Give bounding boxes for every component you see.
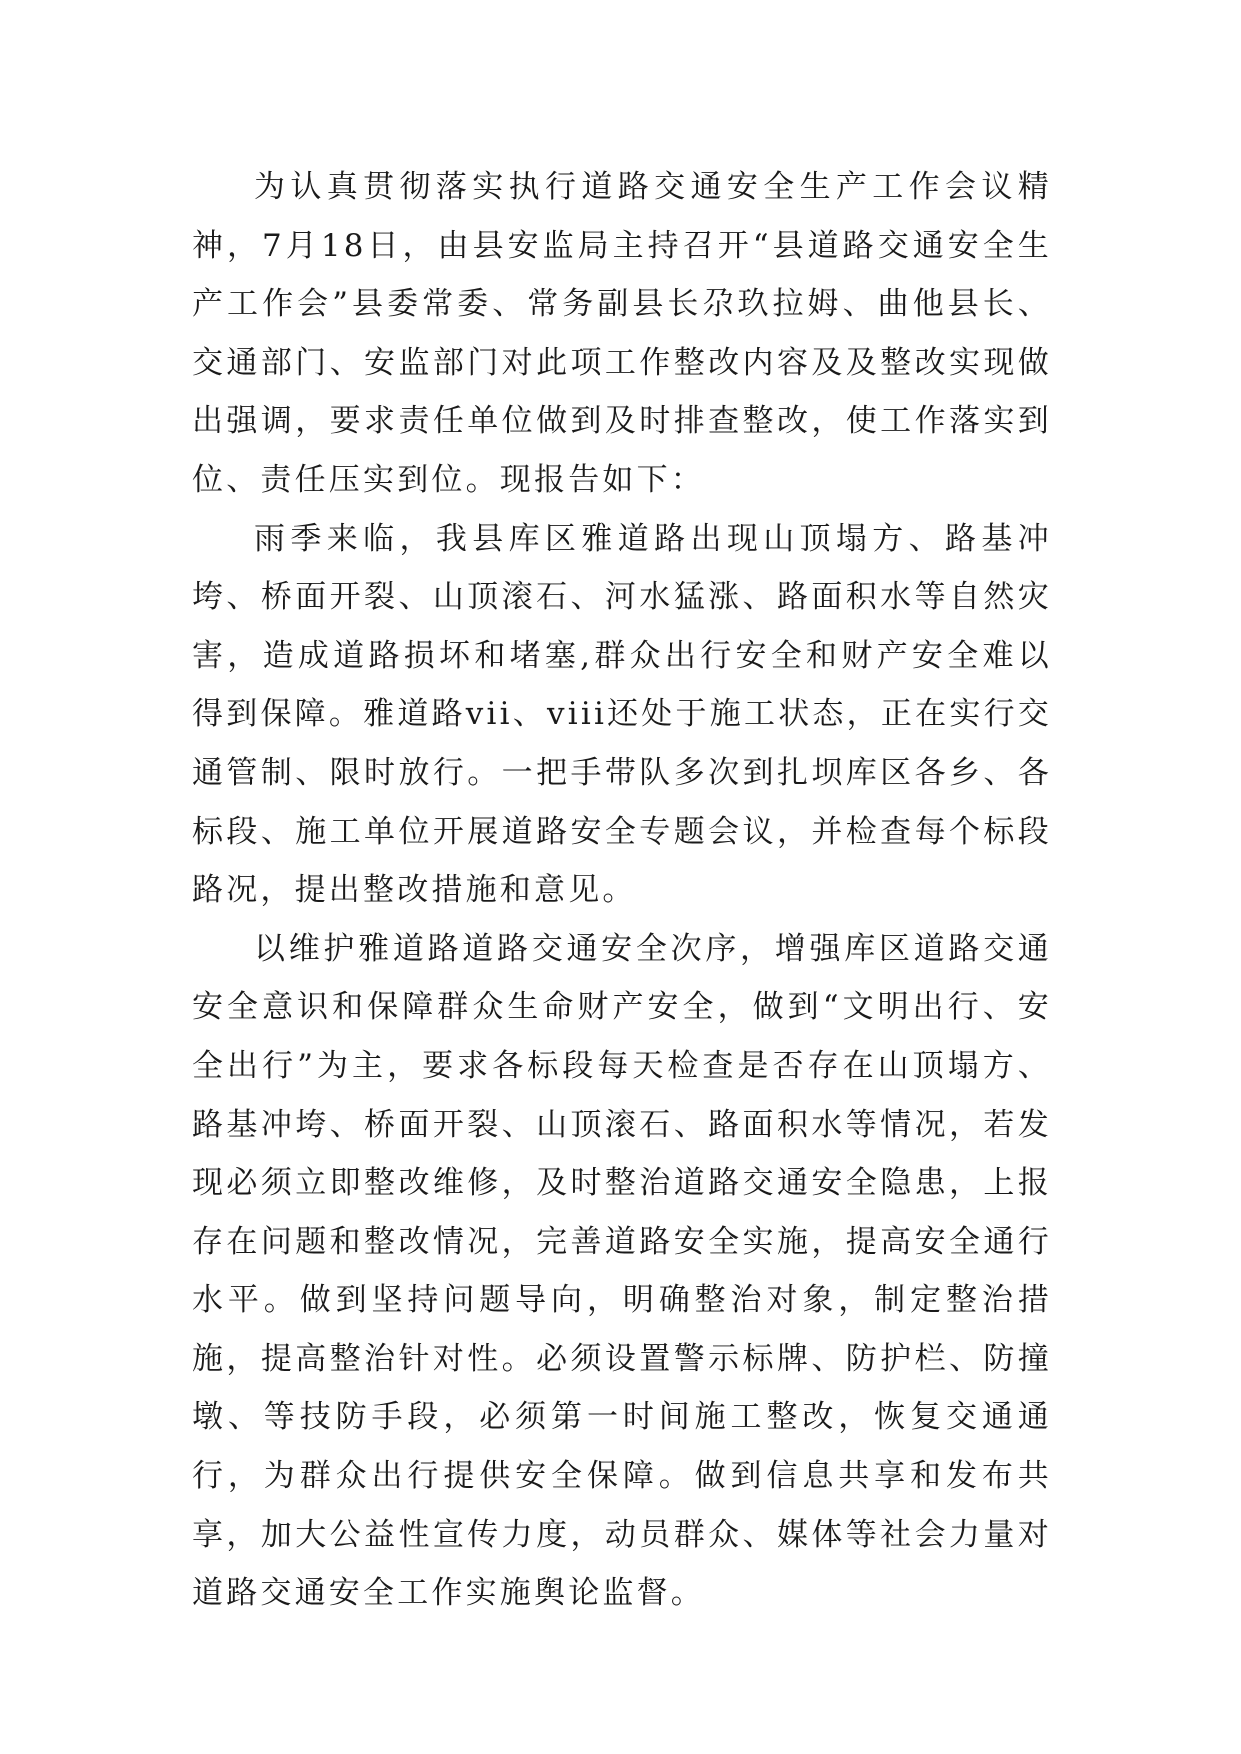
paragraph-1: 为认真贯彻落实执行道路交通安全生产工作会议精神，7月18日，由县安监局主持召开“县道路交通安全生产工作会”县委常委、常务副县长尕玖拉姆、曲他县长、交通部门、安监部门对此项工作整改内容及及整改实现做出强调，要求责任单位做到及时排查整改，使工作落实到位、责任压实到位。现报告如下： xyxy=(192,169,1052,498)
document-body xyxy=(192,158,1052,1623)
paragraph-2: 雨季来临，我县库区雅道路出现山顶塌方、路基冲垮、桥面开裂、山顶滚石、河水猛涨、路面积水等自然灾害，造成道路损坏和堵塞,群众出行安全和财产安全难以得到保障。雅道路vii、viii还处于施工状态，正在实行交通管制、限时放行。一把手带队多次到扎坝库区各乡、各标段、施工单位开展道路安全专题会议，并检查每个标段路况，提出整改措施和意见。 xyxy=(192,520,1052,909)
paragraph-3: 以维护雅道路道路交通安全次序，增强库区道路交通安全意识和保障群众生命财产安全，做到“文明出行、安全出行”为主，要求各标段每天检查是否存在山顶塌方、路基冲垮、桥面开裂、山顶滚石、路面积水等情况，若发现必须立即整改维修，及时整治道路交通安全隐患，上报存在问题和整改情况，完善道路安全实施，提高安全通行水平。做到坚持问题导向，明确整治对象，制定整治措施，提高整治针对性。必须设置警示标牌、防护栏、防撞墩、等技防手段，必须第一时间施工整改，恢复交通通行，为群众出行提供安全保障。做到信息共享和发布共享，加大公益性宣传力度，动员群众、媒体等社会力量对道路交通安全工作实施舆论监督。 xyxy=(192,930,1052,1612)
